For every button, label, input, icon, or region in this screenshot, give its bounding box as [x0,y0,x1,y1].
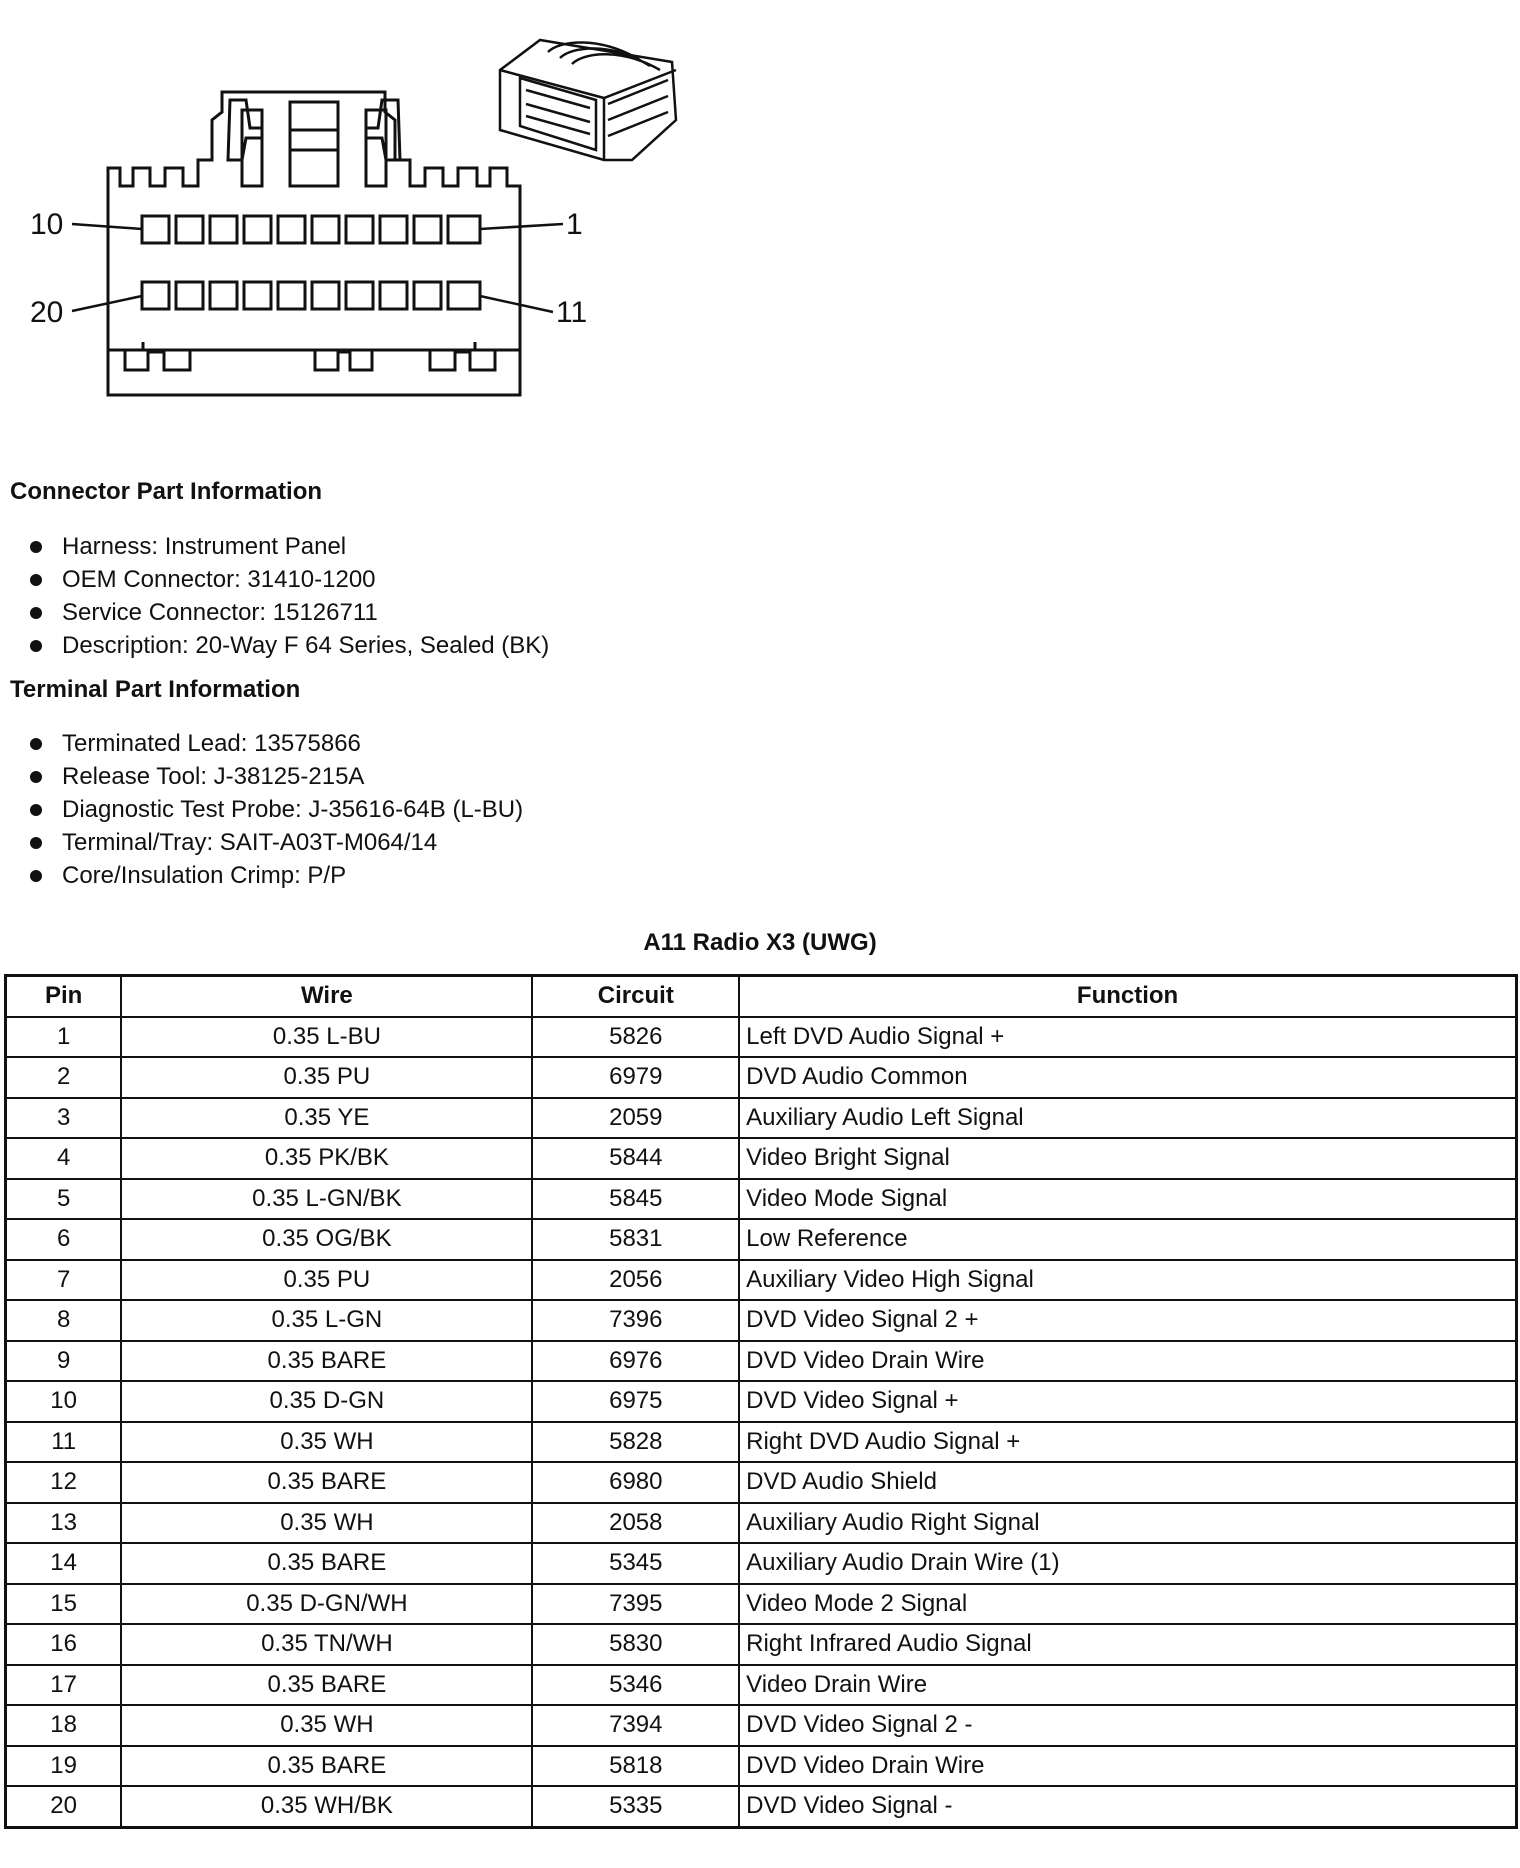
connector-info-list [28,530,549,662]
cell-circuit: 2058 [532,1503,739,1544]
header-pin: Pin [6,976,122,1017]
terminal-info-list [28,727,523,892]
cell-wire: 0.35 WH [121,1422,532,1463]
cell-wire: 0.35 L-GN/BK [121,1179,532,1220]
cell-function: Video Mode 2 Signal [739,1584,1516,1625]
cell-pin: 17 [6,1665,122,1706]
table-row [6,1665,1517,1706]
cell-function: DVD Video Signal - [739,1786,1516,1827]
list-item: Terminal/Tray: SAIT-A03T-M064/14 [28,826,523,859]
cell-pin: 19 [6,1746,122,1787]
cell-pin: 7 [6,1260,122,1301]
table-row [6,1543,1517,1584]
cell-pin: 12 [6,1462,122,1503]
connector-isometric-icon [500,40,676,160]
cell-pin: 2 [6,1057,122,1098]
list-item: Harness: Instrument Panel [28,530,549,563]
cell-wire: 0.35 WH/BK [121,1786,532,1827]
table-row [6,1179,1517,1220]
pin-label-20: 20 [30,296,64,329]
cell-wire: 0.35 BARE [121,1665,532,1706]
cell-function: DVD Video Signal 2 + [739,1300,1516,1341]
list-item: Service Connector: 15126711 [28,596,549,629]
list-item: Core/Insulation Crimp: P/P [28,859,523,892]
table-row [6,1705,1517,1746]
list-item: OEM Connector: 31410-1200 [28,563,549,596]
cell-circuit: 6979 [532,1057,739,1098]
table-row [6,1057,1517,1098]
cell-pin: 8 [6,1300,122,1341]
cell-function: DVD Video Drain Wire [739,1341,1516,1382]
cell-pin: 10 [6,1381,122,1422]
cell-wire: 0.35 BARE [121,1746,532,1787]
cell-pin: 16 [6,1624,122,1665]
cell-wire: 0.35 BARE [121,1543,532,1584]
table-row [6,1422,1517,1463]
cell-function: DVD Video Drain Wire [739,1746,1516,1787]
cell-wire: 0.35 WH [121,1705,532,1746]
cell-pin: 3 [6,1098,122,1139]
cell-wire: 0.35 D-GN [121,1381,532,1422]
list-item: Terminated Lead: 13575866 [28,727,523,760]
cell-pin: 18 [6,1705,122,1746]
table-row [6,1381,1517,1422]
table-row [6,1098,1517,1139]
cell-circuit: 7396 [532,1300,739,1341]
cell-pin: 6 [6,1219,122,1260]
cell-function: DVD Video Signal 2 - [739,1705,1516,1746]
header-function: Function [739,976,1516,1017]
pin-label-1: 1 [566,208,583,241]
table-row [6,1503,1517,1544]
list-item: Description: 20-Way F 64 Series, Sealed (BK) [28,629,549,662]
cell-circuit: 5844 [532,1138,739,1179]
cell-wire: 0.35 D-GN/WH [121,1584,532,1625]
cell-function: Right DVD Audio Signal + [739,1422,1516,1463]
cell-function: Auxiliary Audio Drain Wire (1) [739,1543,1516,1584]
cell-function: Right Infrared Audio Signal [739,1624,1516,1665]
cell-circuit: 5345 [532,1543,739,1584]
cell-wire: 0.35 L-BU [121,1017,532,1058]
connector-info-title: Connector Part Information [10,478,323,505]
table-row [6,1300,1517,1341]
cell-wire: 0.35 PU [121,1057,532,1098]
cell-wire: 0.35 WH [121,1503,532,1544]
cell-circuit: 5845 [532,1179,739,1220]
cell-wire: 0.35 TN/WH [121,1624,532,1665]
cell-circuit: 6976 [532,1341,739,1382]
pin-label-10: 10 [30,208,64,241]
cell-pin: 5 [6,1179,122,1220]
cell-pin: 13 [6,1503,122,1544]
cell-circuit: 5335 [532,1786,739,1827]
list-item: Diagnostic Test Probe: J-35616-64B (L-BU) [28,793,523,826]
cell-circuit: 6975 [532,1381,739,1422]
cell-circuit: 6980 [532,1462,739,1503]
connector-diagram [0,0,700,420]
cell-function: Low Reference [739,1219,1516,1260]
cell-wire: 0.35 PK/BK [121,1138,532,1179]
table-body [6,1017,1517,1828]
table-row [6,1746,1517,1787]
pinout-table [4,974,1518,1829]
cell-wire: 0.35 PU [121,1260,532,1301]
table-row [6,1584,1517,1625]
cell-function: DVD Audio Shield [739,1462,1516,1503]
pin-label-11: 11 [556,296,588,329]
cell-circuit: 5831 [532,1219,739,1260]
header-wire: Wire [121,976,532,1017]
table-row [6,1138,1517,1179]
table-row [6,1260,1517,1301]
table-row [6,1786,1517,1827]
cell-function: Video Mode Signal [739,1179,1516,1220]
cell-wire: 0.35 BARE [121,1341,532,1382]
cell-circuit: 5828 [532,1422,739,1463]
cell-circuit: 7394 [532,1705,739,1746]
header-circuit: Circuit [532,976,739,1017]
cell-function: Video Drain Wire [739,1665,1516,1706]
cell-function: Auxiliary Audio Left Signal [739,1098,1516,1139]
table-row [6,1462,1517,1503]
cell-pin: 1 [6,1017,122,1058]
table-row [6,1341,1517,1382]
cell-circuit: 5830 [532,1624,739,1665]
cell-circuit: 5826 [532,1017,739,1058]
cell-pin: 20 [6,1786,122,1827]
cell-circuit: 2059 [532,1098,739,1139]
list-item: Release Tool: J-38125-215A [28,760,523,793]
cell-circuit: 2056 [532,1260,739,1301]
cell-function: Video Bright Signal [739,1138,1516,1179]
table-row [6,1017,1517,1058]
table-row [6,1624,1517,1665]
cell-wire: 0.35 YE [121,1098,532,1139]
cell-pin: 4 [6,1138,122,1179]
cell-function: Left DVD Audio Signal + [739,1017,1516,1058]
table-header-row [6,976,1517,1017]
cell-pin: 9 [6,1341,122,1382]
cell-wire: 0.35 OG/BK [121,1219,532,1260]
table-row [6,1219,1517,1260]
terminal-info-title: Terminal Part Information [10,676,301,703]
cell-wire: 0.35 L-GN [121,1300,532,1341]
table-title: A11 Radio X3 (UWG) [643,929,877,956]
cell-pin: 15 [6,1584,122,1625]
cell-pin: 11 [6,1422,122,1463]
cell-pin: 14 [6,1543,122,1584]
cell-wire: 0.35 BARE [121,1462,532,1503]
cell-function: Auxiliary Video High Signal [739,1260,1516,1301]
cell-function: DVD Audio Common [739,1057,1516,1098]
cell-function: Auxiliary Audio Right Signal [739,1503,1516,1544]
cell-circuit: 5818 [532,1746,739,1787]
cell-circuit: 5346 [532,1665,739,1706]
cell-circuit: 7395 [532,1584,739,1625]
pin-cavities [142,216,480,309]
cell-function: DVD Video Signal + [739,1381,1516,1422]
